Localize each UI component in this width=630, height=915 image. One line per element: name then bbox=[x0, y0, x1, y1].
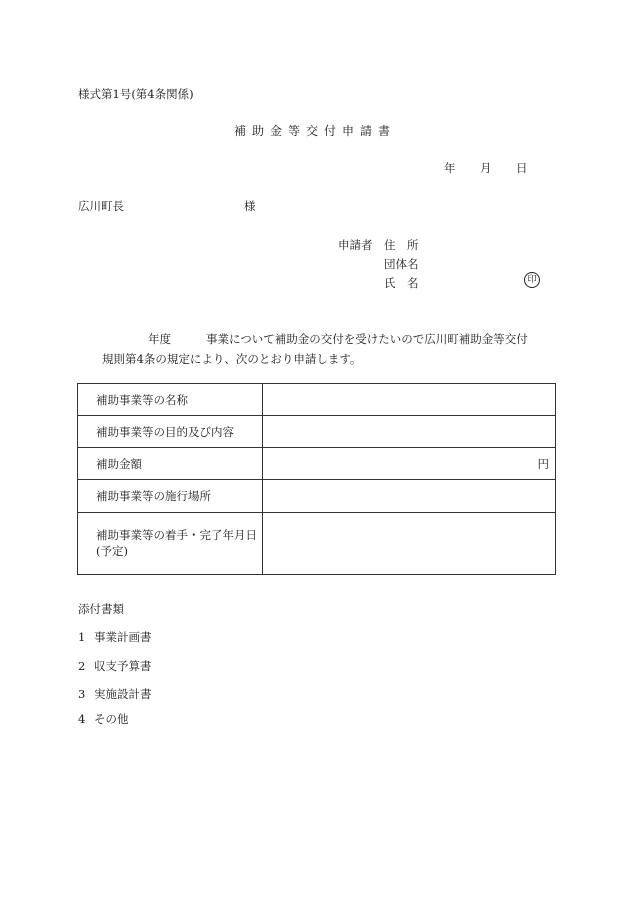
attachment-number: 2 bbox=[78, 659, 86, 673]
attachments-heading: 添付書類 bbox=[78, 602, 124, 616]
document-title: 補助金等交付申請書 bbox=[233, 124, 396, 138]
date-year-label: 年 bbox=[444, 161, 456, 175]
attachment-label: 事業計画書 bbox=[94, 630, 152, 644]
applicant-label: 申請者 bbox=[338, 238, 373, 252]
name-label: 氏 名 bbox=[384, 276, 419, 290]
honorific: 様 bbox=[244, 199, 256, 213]
attachment-item bbox=[78, 629, 152, 645]
attachment-label: 実施設計書 bbox=[94, 687, 152, 701]
body-text-line-1: 事業について補助金の交付を受けたいので広川町補助金等交付 bbox=[206, 332, 528, 346]
row-value[interactable] bbox=[263, 384, 556, 416]
attachment-label: その他 bbox=[94, 712, 129, 726]
table-row bbox=[78, 416, 556, 448]
row-value[interactable] bbox=[263, 512, 556, 574]
row-value[interactable]: 円 bbox=[263, 448, 556, 480]
body-text-line-2: 規則第4条の規定により、次のとおり申請します。 bbox=[102, 352, 362, 366]
row-value[interactable] bbox=[263, 480, 556, 512]
form-number: 様式第1号(第4条関係) bbox=[78, 87, 194, 101]
attachment-item bbox=[78, 711, 129, 727]
attachment-number: 1 bbox=[78, 630, 86, 644]
table-row bbox=[78, 512, 556, 574]
row-label: 補助事業等の施行場所 bbox=[78, 480, 263, 512]
fiscal-year-label: 年度 bbox=[148, 332, 171, 346]
address-label: 住 所 bbox=[384, 238, 419, 252]
table-row bbox=[78, 480, 556, 512]
application-items-table bbox=[77, 383, 556, 575]
table-row bbox=[78, 384, 556, 416]
attachment-item bbox=[78, 658, 152, 674]
row-label: 補助金額 bbox=[78, 448, 263, 480]
row-label: 補助事業等の目的及び内容 bbox=[78, 416, 263, 448]
date-day-label: 日 bbox=[516, 161, 528, 175]
attachment-label: 収支予算書 bbox=[94, 659, 152, 673]
seal-mark: 印 bbox=[524, 272, 540, 288]
table-row bbox=[78, 448, 556, 480]
attachment-number: 4 bbox=[78, 712, 86, 726]
attachment-number: 3 bbox=[78, 687, 86, 701]
addressee: 広川町長 bbox=[78, 199, 124, 213]
row-label: 補助事業等の名称 bbox=[78, 384, 263, 416]
attachment-item bbox=[78, 686, 152, 702]
row-label: 補助事業等の着手・完了年月日(予定) bbox=[78, 512, 263, 574]
date-month-label: 月 bbox=[480, 161, 492, 175]
row-value[interactable] bbox=[263, 416, 556, 448]
organization-label: 団体名 bbox=[384, 257, 419, 271]
